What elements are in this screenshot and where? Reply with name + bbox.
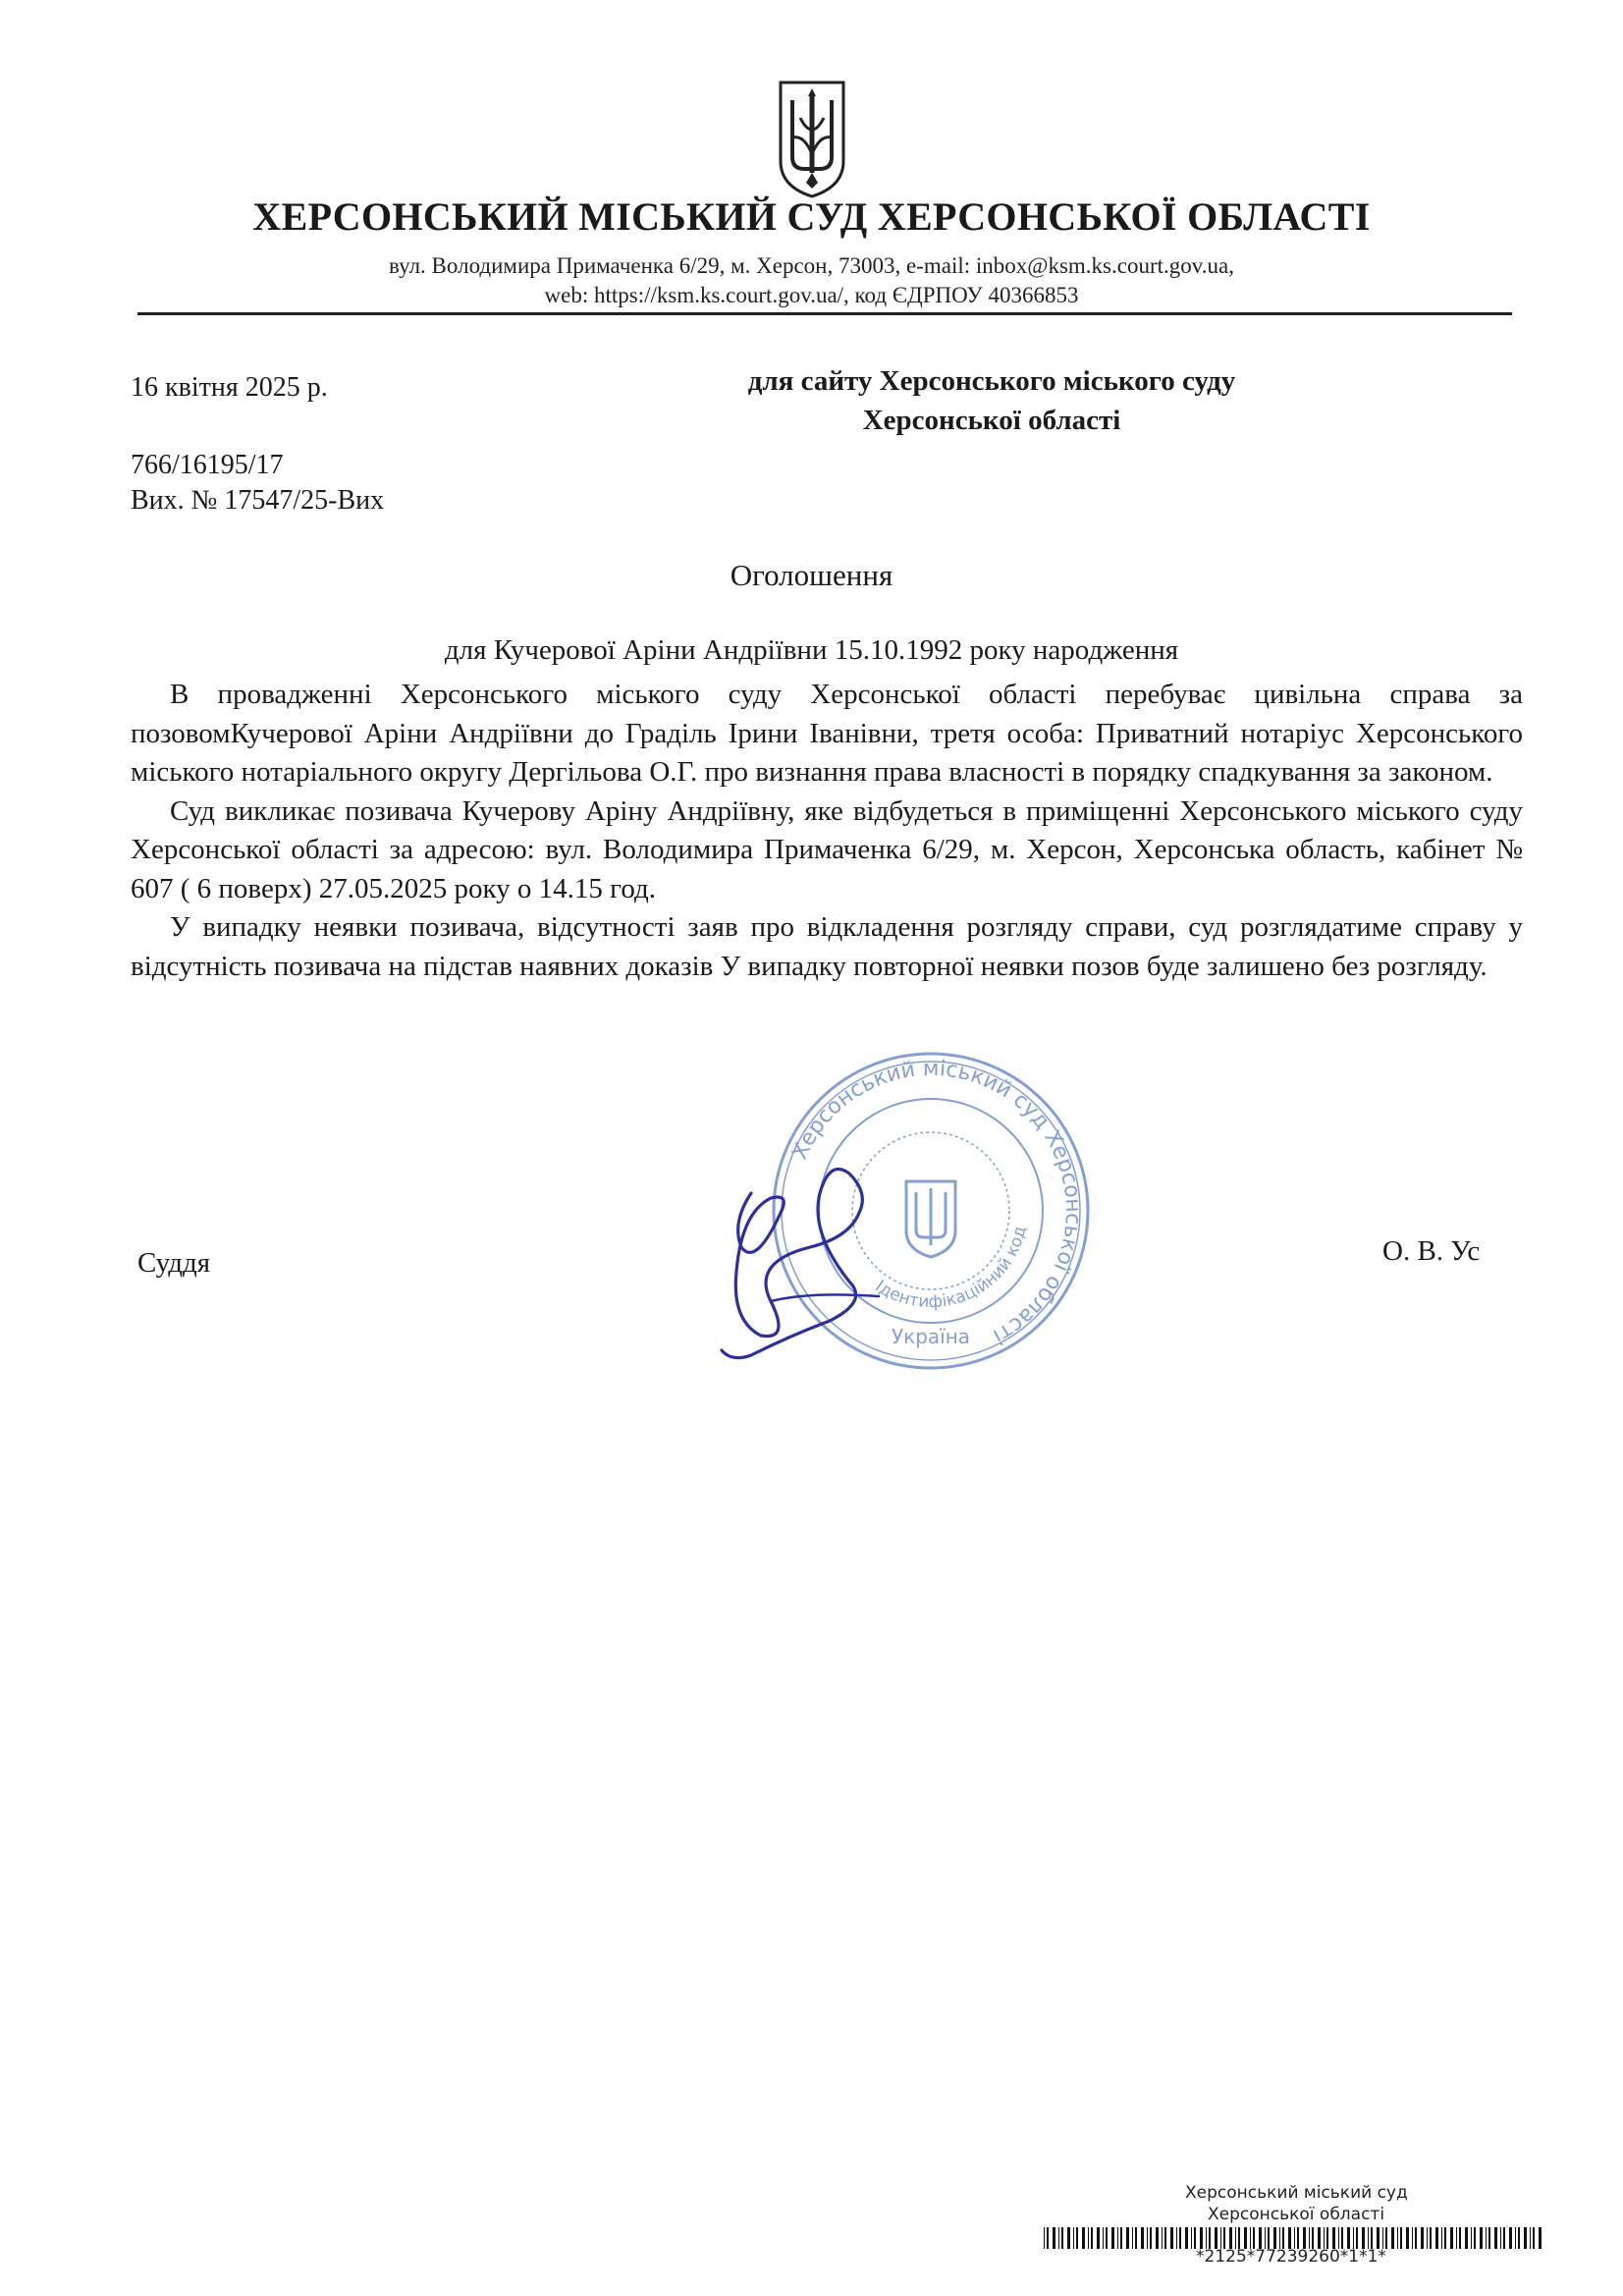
stamp-country: Україна — [891, 1325, 971, 1348]
judge-signature — [712, 1154, 889, 1365]
outgoing-number: Вих. № 17547/25-Вих — [131, 485, 385, 516]
body-paragraph: Суд викликає позивача Кучерову Аріну Андріївну, яке відбудеться в приміщенні Херсонського міського суду Херсонської області за адресою: вул. Володимира Примаченка 6/29, м. Херсон, Херсонська область, кабінет № 607 ( 6 поверх) 27.05.2025 року о 14.15 год. — [131, 794, 1523, 904]
document-body — [131, 676, 1523, 986]
signatory-role: Суддя — [137, 1247, 211, 1279]
barcode — [1044, 2227, 1544, 2249]
stamp-outer-text: Херсонський міський суд Херсонської області — [787, 1056, 1086, 1349]
coat-of-arms-icon — [777, 79, 847, 200]
barcode-org-line-1: Херсонський міський суд — [1185, 2183, 1408, 2203]
stamp-inner-text: Ідентифікаційний код — [871, 1224, 1031, 1313]
case-number: 766/16195/17 — [131, 450, 284, 480]
addressee-line: для Кучерової Аріни Андріївни 15.10.1992 року народження — [444, 634, 1179, 666]
header-divider — [137, 312, 1512, 315]
court-web-line: web: https://ksm.ks.court.gov.ua/, код ЄДРПОУ 40366853 — [544, 283, 1079, 307]
barcode-text: *2125*77239260*1*1* — [1196, 2247, 1386, 2267]
barcode-org-line-2: Херсонської області — [1208, 2205, 1385, 2224]
court-name: ХЕРСОНСЬКИЙ МІСЬКИЙ СУД ХЕРСОНСЬКОЇ ОБЛАСТІ — [252, 194, 1371, 239]
document-date: 16 квітня 2025 р. — [131, 372, 328, 403]
stamp-trident-icon — [906, 1181, 955, 1257]
recipient-line-2: Херсонської області — [862, 405, 1121, 436]
body-paragraph: У випадку неявки позивача, відсутності заяв про відкладення розгляду справи, суд розглядатиме справу у відсутність позивача на підстав наявних доказів У випадку повторної неявки позов буде залишено без розгляду. — [131, 911, 1523, 982]
court-address: вул. Володимира Примаченка 6/29, м. Херсон, 73003, e-mail: inbox@ksm.ks.court.gov.ua, — [389, 253, 1234, 278]
body-paragraph: В провадженні Херсонського міського суду Херсонської області перебуває цивільна справа за позовомКучерової Аріни Андріївни до Граділь Ірини Іванівни, третя особа: Приватний нотаріус Херсонського міського нотаріального округу Дергільова О.Г. про визнання права власності в порядку спадкування за законом. — [131, 679, 1523, 788]
judge-name: О. В. Ус — [1382, 1235, 1481, 1267]
recipient-line-1: для сайту Херсонського міського суду — [747, 365, 1236, 397]
recipient-block — [687, 361, 1296, 440]
document-title: Оголошення — [730, 558, 893, 592]
